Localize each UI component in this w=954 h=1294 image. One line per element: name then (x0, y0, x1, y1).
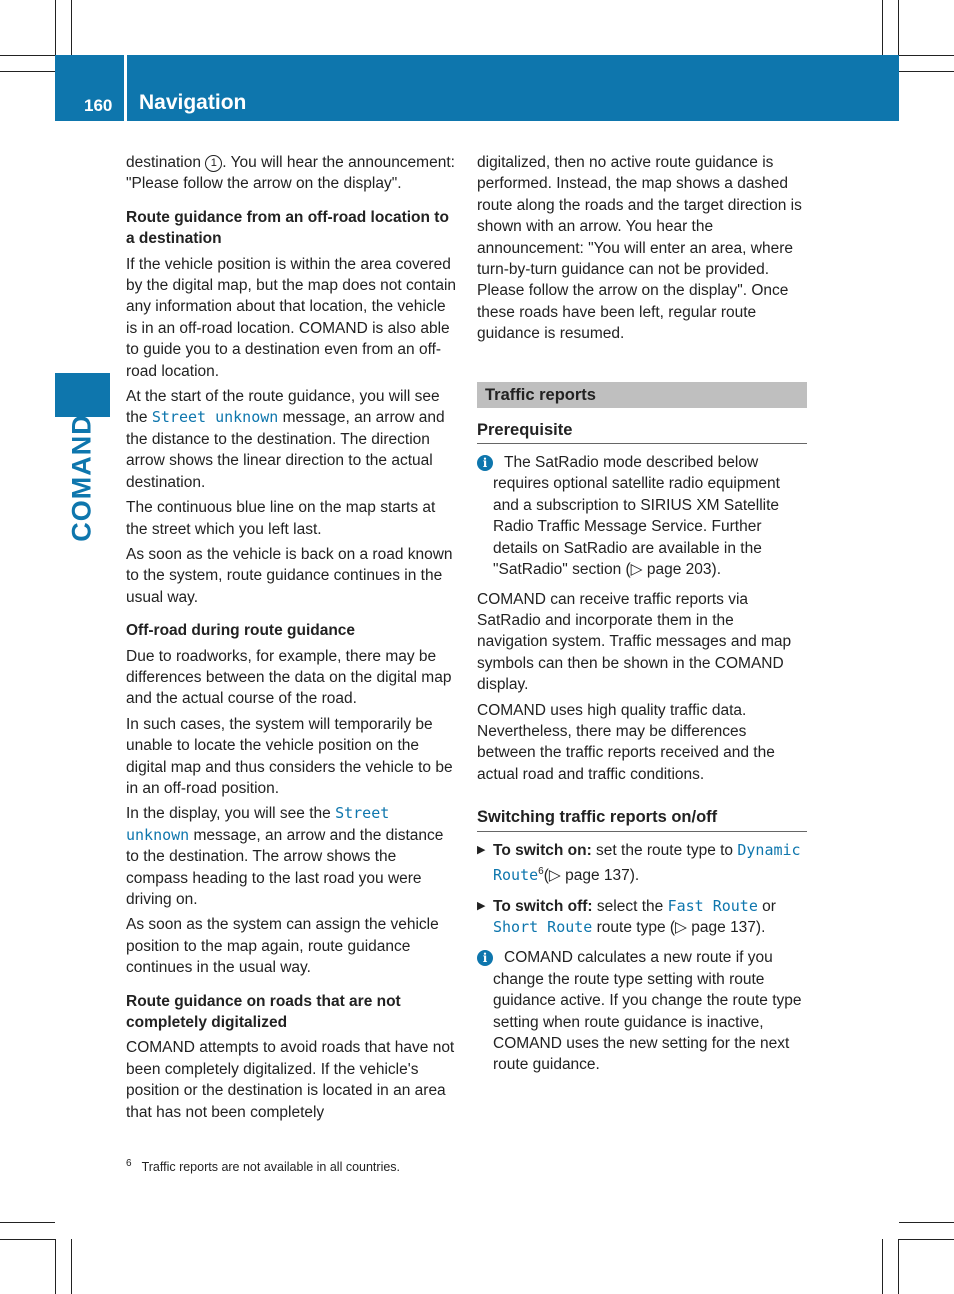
crop-mark (71, 0, 72, 55)
paragraph: As soon as the vehicle is back on a road known to the system, route guidance continues in the usual way. (126, 545, 453, 606)
text: route type (▷ page 137). (592, 918, 766, 936)
display-message: Street unknown (126, 804, 390, 844)
paragraph (126, 803, 458, 910)
paragraph: The continuous blue line on the map starts at the street which you left last. (126, 499, 436, 538)
paragraph: As soon as the system can assign the vehicle position to the map again, route guidance continues in the usual way. (126, 916, 439, 977)
crop-mark (882, 1239, 883, 1294)
info-icon: i (477, 455, 493, 471)
paragraph (126, 152, 458, 195)
paragraph: COMAND uses high quality traffic data. Nevertheless, there may be differences between the traffic reports received and the actual road and traffic conditions. (477, 701, 775, 783)
callout-number: 1 (205, 155, 222, 172)
footnote-number: 6 (126, 1158, 132, 1169)
paragraph: COMAND can receive traffic reports via SatRadio and incorporate them in the navigation system. Traffic messages and map symbols can then be shown in the COMAND display. (477, 590, 792, 694)
paragraph (126, 386, 458, 493)
text: select the (592, 897, 668, 915)
step-item (477, 840, 807, 887)
menu-option: Dynamic Route (493, 840, 801, 885)
footnote-ref: 6 (538, 865, 544, 877)
page-number: 160 (84, 96, 113, 115)
crop-mark (55, 1239, 56, 1294)
crop-mark (55, 0, 56, 55)
subheading: Prerequisite (477, 420, 807, 444)
crop-mark (0, 71, 55, 72)
text: message, an arrow and the distance to the destination. The direction arrow shows the linear direction to the actual destination. (126, 409, 445, 491)
paragraph: digitalized, then no active route guidance is performed. Instead, the map shows a dashed route along the roads and the target direction is shown with an arrow. You hear the announcement: "You will enter an area, where turn-by-turn guidance can not be provided. Please follow the arrow on the display". Once these roads have been left, regular route guidance is resumed. (477, 154, 802, 343)
footnote (126, 1158, 466, 1174)
triangle-right-icon: ▶ (477, 843, 486, 856)
text: . You will hear the announcement: "Please follow the arrow on the display". (126, 154, 455, 193)
page-title: Navigation (139, 91, 247, 114)
step-label: To switch on: (493, 841, 592, 859)
crop-mark (899, 71, 954, 72)
crop-mark (899, 55, 954, 56)
menu-option: Fast Route (667, 896, 758, 915)
crop-mark (0, 1222, 55, 1223)
section-heading: Traffic reports (477, 382, 807, 408)
step-item (477, 896, 807, 939)
info-icon: i (477, 950, 493, 966)
step-label: To switch off: (493, 897, 593, 915)
crop-mark (898, 0, 899, 55)
subheading: Switching traffic reports on/off (477, 807, 807, 831)
subheading: Off-road during route guidance (126, 622, 356, 640)
info-text: COMAND calculates a new route if you change the route type setting with route guidance active. If you change the route type setting when route guidance is inactive, COMAND uses the new setting for the next route guidance. (493, 949, 802, 1074)
text: or (757, 897, 776, 915)
header-divider (124, 55, 127, 121)
footnote-text: Traffic reports are not available in all countries. (141, 1160, 401, 1175)
triangle-right-icon: ▶ (477, 899, 486, 912)
display-message: Street unknown (151, 408, 279, 427)
text: In the display, you will see the (126, 805, 336, 823)
text: set the route type to (591, 841, 738, 859)
crop-mark (0, 1239, 55, 1240)
paragraph: Due to roadworks, for example, there may be differences between the data on the digital map and the actual course of the road. (126, 647, 452, 708)
info-note (477, 947, 807, 1075)
side-tab-label: COMAND (66, 414, 97, 542)
side-tab (55, 373, 110, 417)
subheading: Route guidance on roads that are not completely digitalized (126, 992, 401, 1032)
left-column (126, 152, 458, 1127)
paragraph: COMAND attempts to avoid roads that have not been completely digitalized. If the vehicle's position or the destination is located in an area that has not been completely (126, 1039, 455, 1121)
info-text: The SatRadio mode described below requires optional satellite radio equipment and a subscription to SIRIUS XM Satellite Radio Traffic Message Service. Further details on SatRadio are available in the "SatRadio" section (▷ page 203). (493, 454, 780, 579)
menu-option: Short Route (493, 917, 593, 936)
text: At the start of the route guidance, you will see the (126, 388, 440, 427)
crop-mark (899, 1222, 954, 1223)
crop-mark (882, 0, 883, 55)
text: message, an arrow and the distance to the destination. The arrow shows the compass heading to the last road you were driving on. (126, 826, 444, 908)
crop-mark (0, 55, 55, 56)
text: (▷ page 137). (543, 867, 640, 885)
subheading: Route guidance from an off-road location to a destination (126, 208, 449, 248)
paragraph: In such cases, the system will temporarily be unable to locate the vehicle position on the digital map and thus considers the vehicle to be in an off-road position. (126, 715, 453, 797)
paragraph: If the vehicle position is within the area covered by the digital map, but the map does not contain any information about that location, the vehicle is in an off-road location. COMAND is also able to guide you to a destination even from an off-road location. (126, 255, 457, 380)
right-column (477, 152, 807, 1084)
crop-mark (899, 1239, 954, 1240)
crop-mark (71, 1239, 72, 1294)
text: destination (126, 154, 206, 171)
crop-mark (898, 1239, 899, 1294)
info-note (477, 452, 807, 580)
